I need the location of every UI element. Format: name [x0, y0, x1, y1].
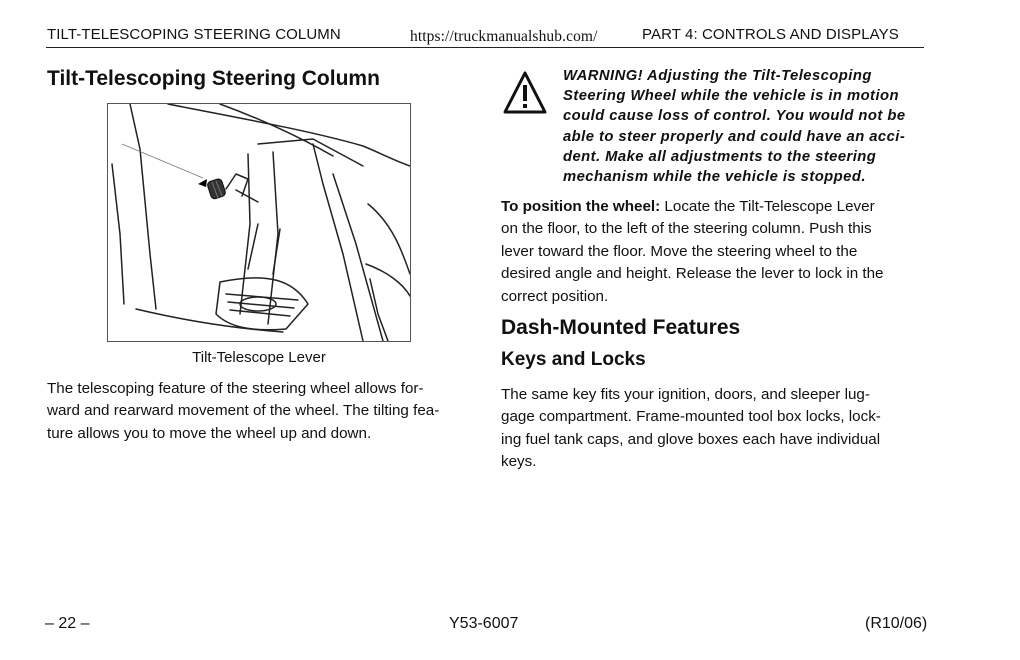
section-heading-tilt-telescoping: Tilt-Telescoping Steering Column [47, 67, 380, 90]
subsection-heading-keys-locks: Keys and Locks [501, 349, 646, 370]
warning-text [563, 66, 925, 187]
keys-locks-paragraph [501, 384, 925, 474]
running-header-title: TILT-TELESCOPING STEERING COLUMN [47, 26, 341, 43]
text-line: on the floor, to the left of the steering column. Push this [501, 220, 872, 238]
warning-line: could cause loss of control. You would not be [563, 108, 906, 125]
text-span: Locate the Tilt-Telescope Lever [664, 198, 875, 215]
text-line: ture allows you to move the wheel up and down. [47, 424, 372, 442]
text-line [501, 196, 925, 218]
warning-line: dent. Make all adjustments to the steering [563, 148, 877, 165]
pointer-arrow-icon [198, 179, 207, 187]
page-number: – 22 – [45, 615, 90, 632]
position-wheel-paragraph [501, 196, 925, 308]
figure-caption: Tilt-Telescope Lever [192, 349, 326, 366]
running-header-part: PART 4: CONTROLS AND DISPLAYS [642, 26, 899, 43]
warning-triangle-icon [502, 70, 548, 116]
document-id: Y53-6007 [449, 615, 519, 632]
warning-line: Steering Wheel while the vehicle is in motion [563, 88, 899, 105]
text-line: lever toward the floor. Move the steering wheel to the [501, 242, 858, 260]
warning-line: mechanism while the vehicle is stopped. [563, 169, 866, 186]
steering-column-illustration [108, 104, 410, 341]
source-url: https://truckmanualshub.com/ [410, 28, 598, 45]
text-line: correct position. [501, 287, 609, 305]
header-rule [46, 47, 924, 48]
text-line: keys. [501, 453, 537, 471]
warning-line: able to steer properly and could have an acci- [563, 128, 906, 145]
text-line: gage compartment. Frame-mounted tool box locks, lock- [501, 408, 881, 426]
text-line: The same key fits your ignition, doors, and sleeper lug- [501, 386, 870, 403]
revision-code: (R10/06) [865, 615, 928, 632]
text-line: The telescoping feature of the steering wheel allows for- [47, 380, 424, 397]
text-line: desired angle and height. Release the lever to lock in the [501, 265, 884, 283]
telescoping-description [47, 378, 471, 445]
text-line: ing fuel tank caps, and glove boxes each have individual [501, 430, 881, 448]
warning-line: WARNING! Adjusting the Tilt-Telescoping [563, 68, 872, 84]
text-line: ward and rearward movement of the wheel. The tilting fea- [47, 402, 440, 420]
section-heading-dash-mounted: Dash-Mounted Features [501, 316, 741, 339]
figure-tilt-telescope-lever [107, 103, 411, 342]
position-wheel-label: To position the wheel: [501, 198, 661, 215]
